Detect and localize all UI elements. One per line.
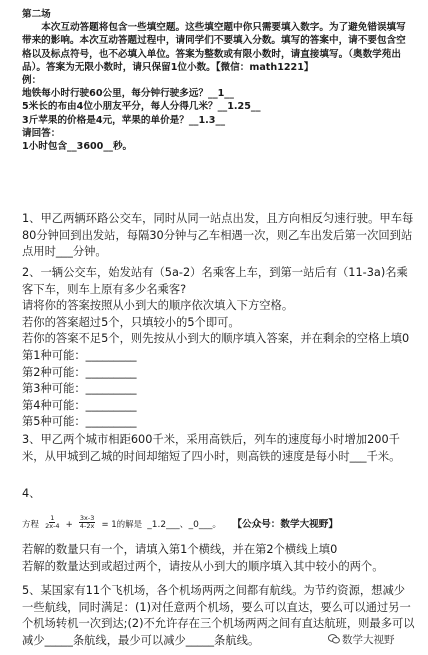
question-2-line-2: 请将你的答案按照从小到大的顺序依次填入下方空格。 (22, 299, 294, 313)
question-4-line-2: 若解的数量达到或超过两个，请按从小到大的顺序填入其中较小的两个。 (22, 559, 384, 573)
question-2-blank-3: 第3种可能：_________ (22, 382, 137, 396)
instructions-block (22, 8, 414, 153)
answer-example: 1小时包含__3600__秒。 (22, 141, 133, 153)
question-3 (22, 432, 416, 465)
equation-answers: _1.2___、_0___。 (147, 520, 222, 530)
section-heading: 第二场 (22, 9, 51, 20)
question-2 (22, 265, 416, 431)
fraction-1-denominator: 2x-4 (45, 522, 60, 530)
instructions-paragraph: 本次互动答题将包含一些填空题。这些填空题中你只需要填入数字。为了避免错误填写带来的影响。本次互动答题过程中，请同学们不要填入分数。填写的答案中，请不要包含空格以及标点符号，也不必填入单位。答案为整数或有限小数时，请直接填写。（奥数学苑出品）。答案为无限小数时，请只保留1位小数。【微信：math1221】 (22, 22, 406, 73)
fraction-2-numerator: 3x-3 (79, 514, 95, 522)
equation-prefix: 方程 (22, 520, 40, 530)
watermark-text: 数学大视野 (342, 634, 395, 646)
equation-middle: = 1的解是 (101, 520, 143, 530)
example-label: 例： (22, 75, 42, 87)
question-1-text: 1、甲乙两辆环路公交车，同时从同一站点出发，且方向相反匀速行驶。甲车每80分钟回到出发站，每隔30分钟与乙车相遇一次，则乙车出发后第一次回到站点用时___分钟。 (22, 212, 414, 259)
question-2-line-4: 若你的答案不足5个，则先按从小到大的顺序填入答案，并在剩余的空格上填0 (22, 332, 410, 346)
question-2-blank-1: 第1种可能：_________ (22, 348, 137, 362)
question-2-blank-2: 第2种可能：_________ (22, 365, 137, 379)
question-4-rules (22, 542, 416, 575)
question-4-line-1: 若解的数量只有一个，请填入第1个横线，并在第2个横线上填0 (22, 543, 338, 556)
example-line-1: 地铁每小时行驶60公里，每分钟行驶多远？__1__ (22, 88, 234, 100)
question-3-text: 3、甲乙两个城市相距600千米，采用高铁后，列车的速度每小时增加200千米，从甲城到乙城的时间却缩短了四小时，则高铁的速度是每小时___千米。 (22, 433, 401, 463)
answer-label: 请回答： (22, 127, 61, 139)
question-5-text: 5、某国家有11个飞机场，各个机场两两之间都有航线。为节约资源，想减少一些航线，同时满足：(1)对任意两个机场，要么可以直达，要么可以通过另一个机场转机一次到达;(2)不允许存在三个机场两两之间有直达航班，则最多可以减少_____条航线，最少可以减少_____条航线。 (22, 584, 415, 647)
fraction-1-numerator: 1 (50, 514, 55, 522)
wechat-icon (328, 634, 340, 644)
fraction-2 (79, 515, 95, 530)
question-2-line-3: 若你的答案超过5个，只填较小的5个即可。 (22, 315, 240, 329)
question-4-number: 4、 (22, 487, 41, 500)
question-2-line-1: 2、一辆公交车，始发站有（5a-2）名乘客上车，到第一站后有（11-3a)名乘客下车，则车上原有多少名乘客? (22, 266, 408, 296)
question-1 (22, 211, 416, 261)
question-4-equation (22, 512, 416, 534)
question-2-blank-4: 第4种可能：_________ (22, 398, 137, 412)
fraction-2-denominator: 4-2x (79, 522, 95, 530)
example-line-3: 3斤苹果的价格是4元，苹果的单价是？__1.3__ (22, 114, 226, 126)
question-2-blank-5: 第5种可能：_________ (22, 415, 137, 429)
fraction-1 (45, 515, 59, 530)
gzh-tag: 【公众号：数学大视野】 (232, 519, 338, 530)
example-line-2: 5米长的布由4位小朋友平分，每人分得几米？__1.25__ (22, 101, 261, 113)
watermark (328, 632, 395, 647)
plus-sign: + (65, 520, 73, 530)
